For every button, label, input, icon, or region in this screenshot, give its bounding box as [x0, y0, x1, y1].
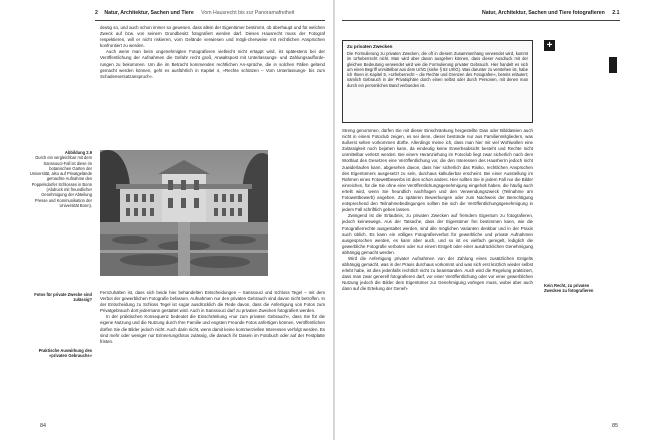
left-header-subtitle: Vom Hausrecht bis zur Panoramafreiheit — [201, 10, 295, 16]
chapter-thumb-tab — [609, 57, 617, 73]
left-header-chapter: 2 — [95, 10, 98, 16]
right-header-section: 2.1 — [612, 10, 620, 16]
left-running-header — [95, 10, 294, 16]
left-paragraph: Fernzuhalten ist, dass sich beide hier behandelten Entscheidungen – Sanssouci und Schloss Tegel – mit dem Verbot der gewerblichen Fotografie befassen. Aufnahmen nur den privaten Gebrauch sind davon nicht betroffen. In der Entscheidung zu Schloss Tegel ist sogar ausdrücklich die Rede davon, dass die Anfertigung von Fotos zum Privatgebrauch dort jedermann gestattet wird. Auch in Sanssouci darf zu privaten Zwecken fotografiert werden. — [100, 290, 325, 314]
left-paragraph: In der praktischen Konsequenz bedeutet die Einschränkung »nur zum privaten Gebrauch«, dass Sie für die eigene Nutzung und die Nutzung durch Ihre Familie und engsten Freunde Fotos anfertigen können. Veröffentlichen dürfen Sie die Bilder jedoch nicht. Auch darin nicht, wenn damit keine kommerziellen Interessen verfolgt werden. Es sind mehr oder weniger nur Erinnerungsfotos zulässig, die danach ihr Dasein im Fotobuch oder auf der Festplatte fristen. — [100, 314, 325, 344]
right-body — [342, 128, 533, 418]
left-paragraph: Auch wenn man beim ungenehmigten Fotografieren vielleicht nicht ertappt wird, ist spätestens bei der Veröffentlichung der Aufnahmen die Gefahr recht groß, Anwaltspost mit Unterlassungs- und Zahlungsaufforde-rungen zu bekommen. Um die im Betracht kommenden rechtlichen An-sprüche, die in solchen Fällen geltend gemacht werden können, geht es ausführlich in Kapitel 4, »Rechte schützen – Vom Unterlassungs- bis zum Schadensersatzanspruch«. — [100, 49, 325, 79]
right-header-title: Natur, Architektur, Sachen und Tiere fotografieren — [482, 10, 605, 16]
margin-note-title: Praktische Auswirkung des »privaten Gebrauchs« — [38, 348, 92, 359]
figure-caption-title: Abbildung 2.9 — [64, 150, 92, 155]
margin-note-private-photos — [28, 292, 92, 312]
left-paragraph: deutig so, und auch schon immer so gewesen, dass allein der Eigentümer bestimmt, ob überhaupt und für welchen Zweck auf bzw. von seinem Grundbesitz fotografiert werden darf. Dieses Hausrecht muss der Fotograf respektieren, will er nicht riskieren, vom Gelände verwiesen und mögli-cherweise mit rechtlichen Ansprüchen konfrontiert zu werden. — [100, 25, 325, 49]
margin-note-private-use — [28, 348, 92, 368]
figure-caption-text: Durch ein vergleichbar mit dem Sanssouci-Fall ist diese im botanischen Garten der Universität, also auf Privatgelände gemachte Aufnahme des Poppelsdorfer Schlosses in Bonn (Abdruck mit freundlicher Genehmigung der Abteilung Presse und Kommunikation der Universität Bonn). — [29, 155, 92, 208]
left-header-rule — [95, 20, 325, 21]
margin-note-title: Fotos für private Zwecke sind zulässig? — [34, 292, 92, 303]
right-paragraph: Streng genommen, dürfen Sie mit dieser Einschränkung hergestellte Dias oder Bilddateien auch nicht in einem Fotoclub zeigen, es sei denn, dieser bestünde nur aus Familienmitgliedern, was äußerst selten vorkommen dürfte. Allerdings meine ich, dass man hier mit viel Wohlwollen eine Zulässigkeit noch bejahen kann, da eindeutig keine Erwerbsabsicht besteht und Rechte nicht unmittelbar verletzt werden. Bei einem Heranziehung im Fotoclub liegt zwar sicherlich nach dem Wortlaut des Gesetzes eine Veröffentlichung vor, die den Interessen des Hausherrn jedoch nicht zuwiderlaufen kann, abgesehen davon, dass hier sicherlich das Risiko, rechtlichen Ansprüchen des Eigentümers ausgesetzt zu sein, durchaus kalkulierbar erscheint. Bei einer Ausstellung im Rahmen eines Fotowettbewerbs ist dies schon anders. Hier sollten Sie in jedem Fall nur die Bilder einreichen, für die Sie ohne eine Veröffentlichungsgenehmigung eingeholt haben, die häufig auch erteilt wird, wenn Sie freundlich nachfragen und den Verwendungszweck (Teilnahme am Fotowettbewerb) angeben. Zu späteren Bewerbungen oder zum Nachweis der Berechtigung entsprechend den Teilnahmebedingungen sollten Sie sich die Veröffentlichungsgenehmigung in jedem Fall schriftlich geben lassen. — [342, 128, 533, 213]
info-box-private-purposes — [342, 40, 533, 123]
info-box-text: Die Formulierung zu privaten Zwecken, die oft in diesem Zusammenhang verwendet wird, kommt im Urheberrecht nicht. Man wird aber davon ausgehen können, dass dieser Ausdruck mit der gleichen Bedeutung verwendet wird wie die Formulierung privater Gebrauch. Hier handelt es sich um einen Begriff unmittelbar aus dem UrhG (siehe § 53 UrhG). Was darunter zu verstehen ist, habe ich Ihnen in Kapitel 5, »Urheberrecht – die Rechte und Grenzen des Fotografen«, bereits erläutert; nämlich Gebrauch in der Privatsphäre durch einen selbst oder durch Personen, mit denen man durch ein persönliches Band verbunden ist. — [347, 51, 528, 88]
right-page-number: 85 — [612, 423, 618, 429]
right-running-header — [482, 10, 619, 16]
left-body-top — [100, 25, 325, 145]
margin-note-no-right — [544, 283, 606, 303]
palace-photo — [100, 150, 268, 276]
palace-illustration — [100, 150, 268, 276]
left-page-number: 84 — [40, 423, 46, 429]
info-box-title: Zu privaten Zwecken — [347, 44, 393, 49]
right-paragraph: Wird die Anfertigung privater Aufnahmen von der Zahlung eines zusätzlichen Entgelts abhängig gemacht, was in der Praxis durchaus vorkommt und was sich erst kürzlich wieder selbst erlebt habe, ist dies jedenfalls rechtlich nicht zu beanstanden. Auch wird die Regelung praktiziert, dass man zwar generell fotografieren darf, vor einer Veröffentlichung oder vor einer gewerblichen Nutzung jedoch die Bilder dem Eigentümer zur Genehmigung vorlegen muss, wobei aber auch dann auf die Erteilung der Geneh- — [342, 255, 533, 292]
book-gutter — [333, 0, 335, 440]
left-header-title: Natur, Architektur, Sachen und Tiere — [104, 10, 194, 16]
right-paragraph: Zwingend ist die Erlaubnis, zu privaten Zwecken auf fremdem Eigentum zu fotografieren, jedoch keineswegs. Aus der Tatsache, dass der Eigentümer frei bestimmen kann, wie die Fotografierrechte ausgestaltet werden, sind alle möglichen Varianten denkbar und in der Praxis auch üblich. Es kann ein völliges Fotografierverbot für gewerbliche und private Aufnahmen ausgesprochen werden, es kann aber auch, und so ist es vielfach geregelt, lediglich die gewerbliche Fotografie verboten oder nur einem Entgelt oder einer ausdrücklichen Genehmigung abhängig gemacht werden. — [342, 213, 533, 255]
figure-caption — [28, 150, 92, 290]
plus-icon: + — [544, 40, 555, 51]
margin-note-title: Kein Recht, zu privaten Zwecken zu fotografieren — [544, 283, 594, 294]
right-header-rule — [342, 20, 620, 21]
left-body-bottom — [100, 290, 325, 412]
